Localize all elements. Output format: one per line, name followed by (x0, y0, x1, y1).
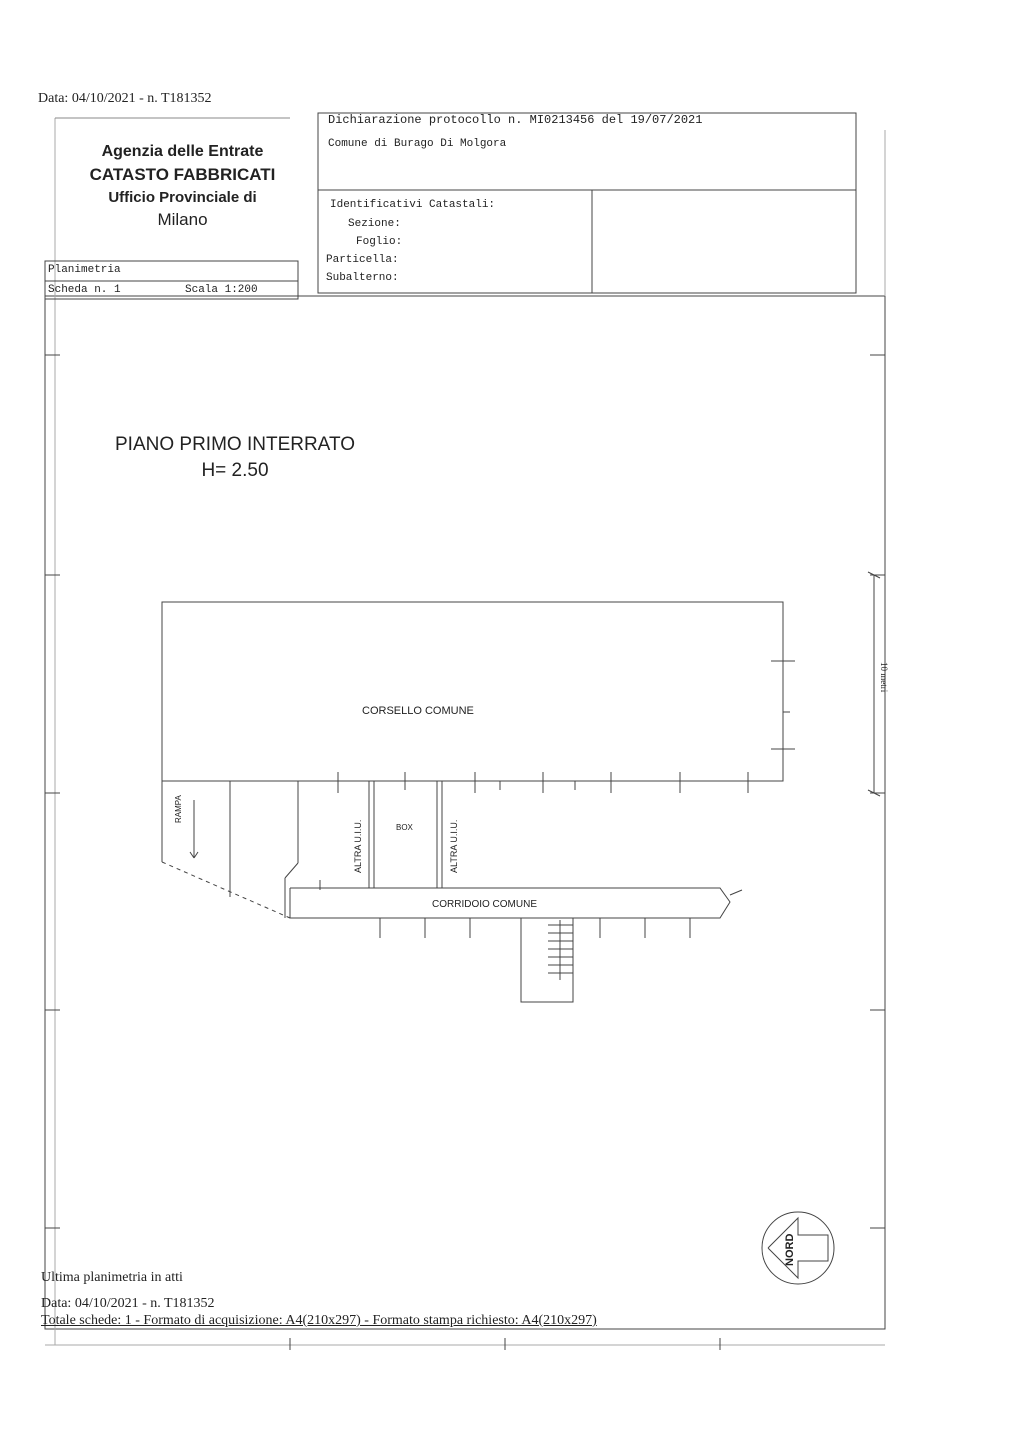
footer-totals: Totale schede: 1 - Formato di acquisizione: A4(210x297) - Formato stampa richiesto: A4(210x297) (41, 1313, 597, 1328)
corsello-area (162, 602, 783, 781)
altra-uiu-left-label: ALTRA U.I.U. (353, 819, 363, 873)
agency-block (55, 143, 310, 230)
comune-line: Comune di Burago Di Molgora (328, 138, 507, 150)
subalterno-label: Subalterno: (326, 272, 399, 284)
catasto-title: CATASTO FABBRICATI (89, 165, 276, 184)
north-label: NORD (784, 1233, 796, 1266)
planimetria-label: Planimetria (48, 264, 121, 276)
floor-height: H= 2.50 (201, 460, 269, 481)
top-date: Data: 04/10/2021 - n. T181352 (38, 91, 212, 106)
agency-name: Agenzia delle Entrate (101, 143, 264, 160)
corsello-label: CORSELLO COMUNE (362, 705, 474, 717)
scale-bar-label: 10 metri (879, 662, 889, 693)
particella-label: Particella: (326, 254, 399, 266)
rampa-label: RAMPA (174, 795, 183, 823)
protocol-line: Dichiarazione protocollo n. MI0213456 del 19/07/2021 (328, 113, 703, 127)
north-arrow (768, 1218, 828, 1278)
box-label: BOX (396, 823, 413, 832)
altra-uiu-right-label: ALTRA U.I.U. (449, 819, 459, 873)
office-city: Milano (157, 210, 208, 229)
floor-title-block (80, 432, 390, 484)
corridoio-label: CORRIDOIO COMUNE (432, 899, 537, 910)
foglio-label: Foglio: (356, 236, 403, 248)
stair-block (521, 918, 573, 1002)
footer-date: Data: 04/10/2021 - n. T181352 (41, 1296, 215, 1311)
scala-label: Scala 1:200 (185, 284, 258, 296)
scheda-label: Scheda n. 1 (48, 284, 121, 296)
sezione-label: Sezione: (348, 218, 401, 230)
office-label: Ufficio Provinciale di (108, 189, 257, 206)
footer-last-plan: Ultima planimetria in atti (41, 1270, 183, 1285)
floor-title: PIANO PRIMO INTERRATO (115, 434, 355, 455)
identifiers-title: Identificativi Catastali: (330, 199, 496, 211)
